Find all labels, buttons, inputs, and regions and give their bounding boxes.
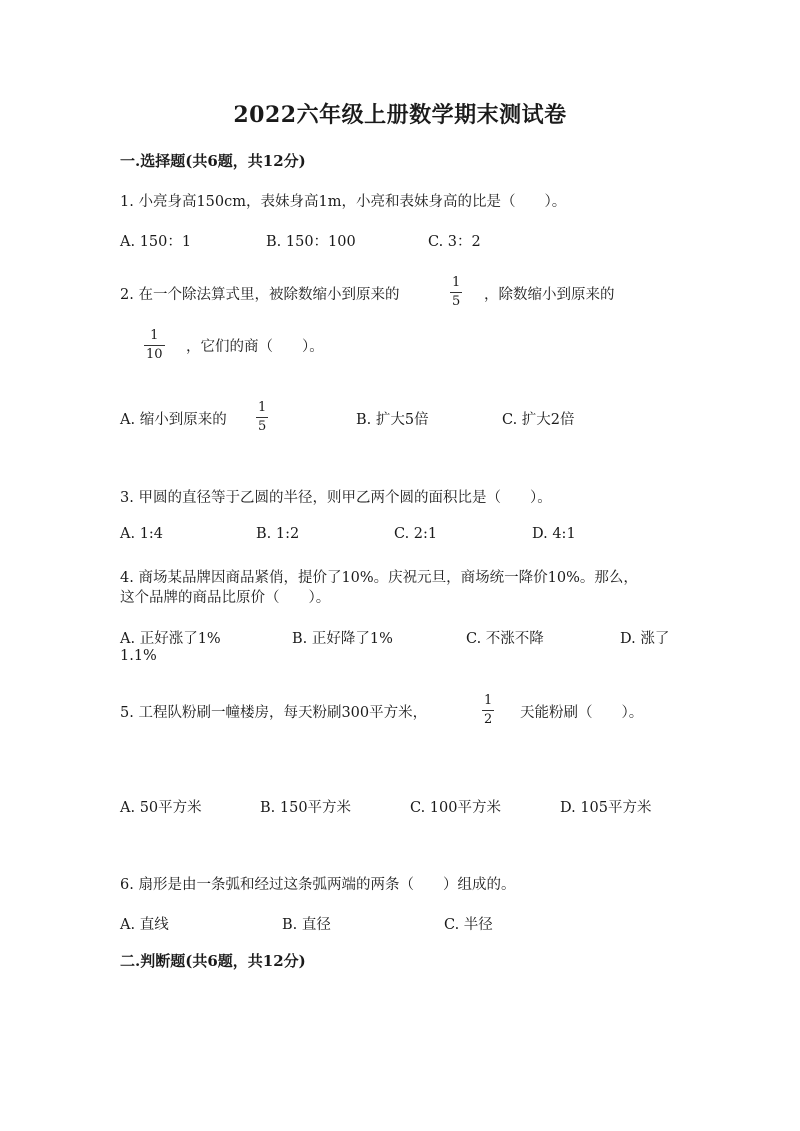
q6-option-b: B. 直径 <box>282 917 331 933</box>
q2-option-a-fraction <box>256 401 268 434</box>
q3-option-b: B. 1:2 <box>256 526 300 542</box>
question-2-part-a: 2. 在一个除法算式里，被除数缩小到原来的 <box>120 287 400 303</box>
question-2-part-b: ，除数缩小到原来的 <box>484 287 615 303</box>
q3-option-d: D. 4:1 <box>532 526 576 542</box>
section-heading-true-false: 二.判断题(共6题，共12分) <box>120 952 306 970</box>
q4-option-d: D. 涨了 <box>620 631 670 647</box>
q4-option-d-continued: 1.1% <box>120 648 157 664</box>
q1-option-b: B. 150：100 <box>266 234 356 250</box>
fraction-bar <box>144 345 165 346</box>
question-5-part-a: 5. 工程队粉刷一幢楼房，每天粉刷300平方米， <box>120 705 428 721</box>
question-1: 1. 小亮身高150cm，表妹身高1m，小亮和表妹身高的比是（ ）。 <box>120 194 567 210</box>
fraction-numerator: 1 <box>258 400 267 415</box>
page-title: 2022六年级上册数学期末测试卷 <box>233 102 567 128</box>
q5-fraction <box>482 694 494 727</box>
fraction-denominator: 5 <box>452 294 461 309</box>
q3-option-a: A. 1:4 <box>120 526 164 542</box>
fraction-bar <box>450 292 462 293</box>
q5-option-b: B. 150平方米 <box>260 800 352 816</box>
fraction-numerator: 1 <box>150 328 159 343</box>
q2-fraction-2 <box>144 329 165 362</box>
section-heading-choice: 一.选择题(共6题，共12分) <box>120 152 306 170</box>
fraction-denominator: 2 <box>484 712 493 727</box>
question-2-part-c: ，它们的商（ ）。 <box>186 339 324 355</box>
q4-option-b: B. 正好降了1% <box>292 631 393 647</box>
question-4-line-2: 这个品牌的商品比原价（ ）。 <box>120 590 331 606</box>
q2-fraction-1 <box>450 276 462 309</box>
q5-option-d: D. 105平方米 <box>560 800 652 816</box>
q6-option-c: C. 半径 <box>444 917 493 933</box>
q5-option-c: C. 100平方米 <box>410 800 501 816</box>
q4-option-a: A. 正好涨了1% <box>120 631 221 647</box>
q2-option-a: A. 缩小到原来的 <box>120 412 227 428</box>
fraction-numerator: 1 <box>484 693 493 708</box>
q3-option-c: C. 2:1 <box>394 526 438 542</box>
fraction-denominator: 10 <box>146 347 163 362</box>
question-6: 6. 扇形是由一条弧和经过这条弧两端的两条（ ）组成的。 <box>120 877 516 893</box>
q1-option-a: A. 150：1 <box>120 234 192 250</box>
fraction-bar <box>256 417 268 418</box>
q2-option-c: C. 扩大2倍 <box>502 412 575 428</box>
q1-option-c: C. 3：2 <box>428 234 481 250</box>
fraction-numerator: 1 <box>452 275 461 290</box>
fraction-bar <box>482 710 494 711</box>
q4-option-c: C. 不涨不降 <box>466 631 544 647</box>
question-3: 3. 甲圆的直径等于乙圆的半径，则甲乙两个圆的面积比是（ ）。 <box>120 490 552 506</box>
q6-option-a: A. 直线 <box>120 917 169 933</box>
fraction-denominator: 5 <box>258 419 267 434</box>
q5-option-a: A. 50平方米 <box>120 800 202 816</box>
question-5-part-b: 天能粉刷（ ）。 <box>520 705 644 721</box>
q2-option-b: B. 扩大5倍 <box>356 412 429 428</box>
question-4-line-1: 4. 商场某品牌因商品紧俏，提价了10%。庆祝元旦，商场统一降价10%。那么， <box>120 570 638 586</box>
